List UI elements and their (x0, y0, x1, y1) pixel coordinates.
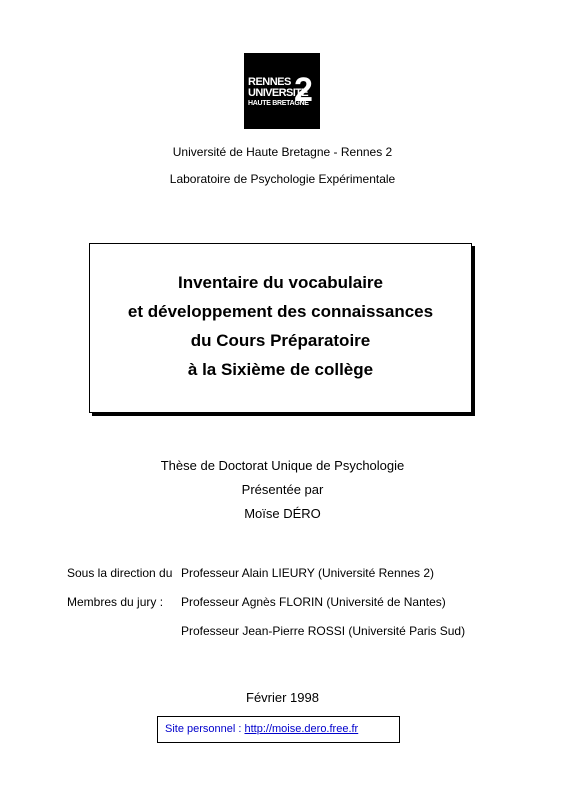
title-line-3: du Cours Préparatoire (190, 331, 371, 350)
title-line-4: à la Sixième de collège (187, 360, 374, 379)
author-name: Moïse DÉRO (244, 506, 321, 521)
website-box (157, 716, 400, 743)
director-name: Professeur Alain LIEURY (Université Rennes 2) (181, 566, 435, 580)
logo-text-rennes: RENNES (248, 76, 291, 88)
laboratory-name: Laboratoire de Psychologie Expérimentale (169, 172, 396, 186)
logo-number: 2 (294, 71, 313, 109)
title-line-2: et développement des connaissances (127, 302, 434, 321)
jury-member-2: Professeur Jean-Pierre ROSSI (Université Paris Sud) (181, 624, 466, 638)
thesis-type: Thèse de Doctorat Unique de Psychologie (160, 458, 405, 473)
logo-text-universite: UNIVERSITE (248, 87, 309, 99)
thesis-date: Février 1998 (246, 690, 319, 705)
website-link[interactable]: http://moise.dero.free.fr (244, 723, 359, 735)
website-line (165, 723, 358, 736)
university-name: Université de Haute Bretagne - Rennes 2 (172, 145, 393, 159)
direction-label: Sous la direction du (67, 566, 173, 580)
logo-text-haute-bretagne: HAUTE BRETAGNE (248, 100, 309, 107)
jury-member-1: Professeur Agnès FLORIN (Université de Nantes) (181, 595, 446, 609)
website-label: Site personnel : (165, 723, 245, 735)
jury-label: Membres du jury : (67, 595, 164, 609)
title-box (89, 243, 472, 413)
presented-by: Présentée par (241, 482, 324, 497)
title-line-1: Inventaire du vocabulaire (177, 273, 383, 292)
university-logo (244, 53, 320, 129)
